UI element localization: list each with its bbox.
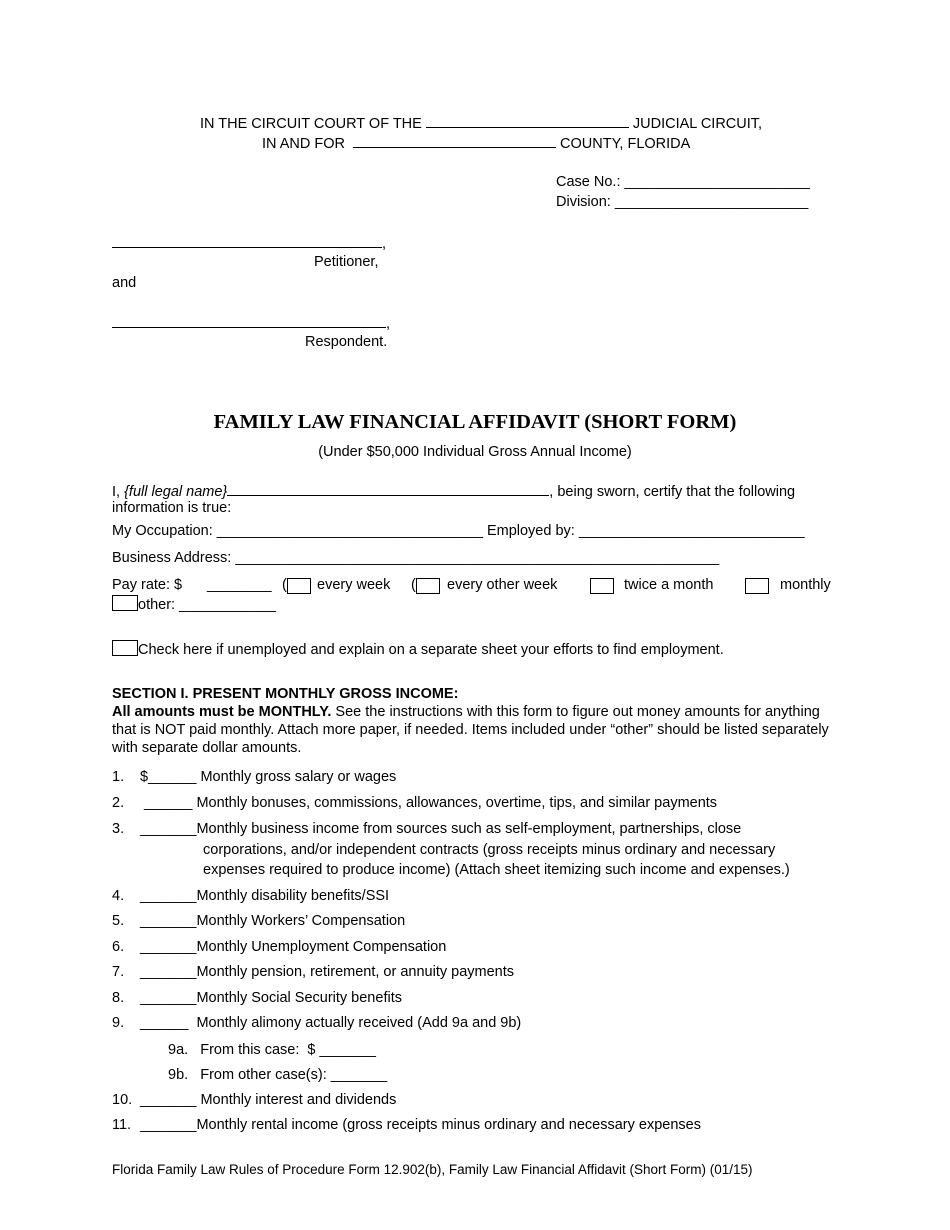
petitioner-comma: , bbox=[382, 236, 387, 252]
every-week-label: every week bbox=[317, 577, 391, 593]
county-prefix: IN AND FOR bbox=[262, 136, 345, 152]
sworn-prefix: I, bbox=[112, 484, 125, 500]
occupation-blank[interactable]: _________________________________ bbox=[216, 523, 483, 539]
intro-bold: All amounts must be MONTHLY. bbox=[112, 704, 332, 720]
item-label: Monthly pension, retirement, or annuity payments bbox=[196, 964, 515, 980]
petitioner-blank[interactable] bbox=[112, 233, 382, 248]
other-blank[interactable]: ____________ bbox=[179, 597, 276, 613]
income-item-4 bbox=[112, 887, 389, 905]
and-label: and bbox=[112, 275, 137, 291]
item-number: 3. bbox=[112, 821, 125, 837]
item-9b[interactable]: 9b. From other case(s): _______ bbox=[168, 1067, 388, 1083]
division-blank[interactable]: ________________________ bbox=[614, 194, 809, 210]
income-item-6 bbox=[112, 938, 446, 956]
county-blank[interactable] bbox=[353, 133, 556, 148]
item-amount-blank[interactable]: _______ bbox=[140, 1117, 197, 1133]
form-subtitle: (Under $50,000 Individual Gross Annual Income) bbox=[318, 444, 632, 460]
income-item-8 bbox=[112, 989, 402, 1007]
item-amount-blank[interactable]: ______ bbox=[140, 1015, 189, 1031]
case-no-label: Case No.: bbox=[556, 174, 621, 190]
business-address-line bbox=[112, 549, 719, 567]
item-amount-blank[interactable]: _______ bbox=[140, 913, 197, 929]
item-label: Monthly bonuses, commissions, allowances, overtime, tips, and similar payments bbox=[192, 795, 718, 811]
other-pay-line bbox=[112, 595, 276, 614]
income-item-9 bbox=[112, 1014, 521, 1032]
every-other-week-label: every other week bbox=[447, 577, 558, 593]
item-label: Monthly Workers’ Compensation bbox=[196, 913, 406, 929]
item3-continuation-2: expenses required to produce income) (Attach sheet itemizing such income and expenses.) bbox=[203, 862, 790, 878]
item-amount-blank[interactable]: _______ bbox=[140, 990, 197, 1006]
circuit-blank[interactable] bbox=[426, 113, 629, 128]
item-label: Monthly gross salary or wages bbox=[196, 769, 397, 785]
item-number: 6. bbox=[112, 939, 125, 955]
sworn-suffix: , being sworn, certify that the following bbox=[549, 484, 796, 500]
item-number: 5. bbox=[112, 913, 125, 929]
business-address-blank[interactable]: ____________________________________________________________ bbox=[235, 550, 720, 566]
income-item-5 bbox=[112, 912, 405, 930]
other-label: other: bbox=[138, 597, 176, 613]
item-label: Monthly Unemployment Compensation bbox=[196, 939, 447, 955]
every-other-week-checkbox[interactable] bbox=[416, 578, 440, 597]
business-address-label: Business Address: bbox=[112, 550, 232, 566]
occupation-label: My Occupation: bbox=[112, 523, 213, 539]
item-number: 8. bbox=[112, 990, 125, 1006]
item-amount-blank[interactable]: _______ bbox=[140, 964, 197, 980]
income-item-1 bbox=[112, 768, 396, 786]
item-label: Monthly disability benefits/SSI bbox=[196, 888, 390, 904]
item-amount-blank[interactable]: _______ bbox=[140, 939, 197, 955]
unemployed-line bbox=[112, 640, 724, 659]
full-legal-name-hint: {full legal name} bbox=[124, 484, 228, 500]
paren-open-2: ( bbox=[411, 577, 416, 593]
employer-label: Employed by: bbox=[486, 523, 575, 539]
unemployed-text: Check here if unemployed and explain on a separate sheet your efforts to find employment. bbox=[138, 642, 724, 658]
court-circuit-line bbox=[200, 113, 762, 133]
case-no-blank[interactable]: _______________________ bbox=[624, 174, 810, 190]
item-label: Monthly alimony actually received (Add 9a and 9b) bbox=[188, 1015, 522, 1031]
item-amount-blank[interactable]: _______ bbox=[140, 1092, 197, 1108]
paren-open: ( bbox=[282, 577, 287, 593]
item-amount-blank[interactable]: ______ bbox=[140, 795, 193, 811]
item-number: 9. bbox=[112, 1015, 125, 1031]
item-9a[interactable]: 9a. From this case: $ _______ bbox=[168, 1042, 376, 1058]
respondent-comma: , bbox=[386, 316, 391, 332]
income-item-2 bbox=[112, 794, 717, 812]
county-suffix: COUNTY, FLORIDA bbox=[560, 136, 691, 152]
income-item-7 bbox=[112, 963, 514, 981]
item-number: 11. bbox=[112, 1117, 132, 1133]
division-line bbox=[556, 193, 808, 211]
employer-blank[interactable]: ____________________________ bbox=[578, 523, 805, 539]
income-item-3 bbox=[112, 820, 741, 838]
item-label: Monthly Social Security benefits bbox=[196, 990, 402, 1006]
item3-continuation-1: corporations, and/or independent contracts (gross receipts minus ordinary and necessary bbox=[203, 842, 776, 858]
item-number: 7. bbox=[112, 964, 125, 980]
case-number-line bbox=[556, 173, 810, 191]
twice-month-checkbox[interactable] bbox=[590, 578, 614, 597]
section1-intro bbox=[112, 703, 840, 757]
item-number: 2. bbox=[112, 795, 125, 811]
twice-month-label: twice a month bbox=[624, 577, 714, 593]
unemployed-checkbox[interactable] bbox=[112, 640, 138, 656]
circuit-prefix: IN THE CIRCUIT COURT OF THE bbox=[200, 116, 422, 132]
form-footer: Florida Family Law Rules of Procedure Form 12.902(b), Family Law Financial Affidavit (Short Form) (01/15) bbox=[112, 1162, 753, 1177]
respondent-name-line bbox=[112, 313, 390, 333]
other-checkbox[interactable] bbox=[112, 595, 138, 611]
section1-heading: SECTION I. PRESENT MONTHLY GROSS INCOME: bbox=[112, 686, 459, 702]
court-county-line bbox=[262, 133, 690, 153]
income-item-11 bbox=[112, 1116, 701, 1134]
pay-rate-label: Pay rate: $ bbox=[112, 577, 183, 593]
item-amount-blank[interactable]: _______ bbox=[140, 821, 197, 837]
monthly-label: monthly bbox=[780, 577, 831, 593]
respondent-blank[interactable] bbox=[112, 313, 386, 328]
circuit-suffix: JUDICIAL CIRCUIT, bbox=[632, 116, 763, 132]
pay-rate-blank[interactable]: ________ bbox=[207, 577, 272, 593]
income-item-10 bbox=[112, 1091, 396, 1109]
item-amount-blank[interactable]: _______ bbox=[140, 888, 197, 904]
occupation-line bbox=[112, 522, 805, 540]
division-label: Division: bbox=[556, 194, 611, 210]
monthly-checkbox[interactable] bbox=[745, 578, 769, 597]
petitioner-name-line bbox=[112, 233, 386, 253]
sworn-line2: information is true: bbox=[112, 500, 232, 516]
item-label: Monthly rental income (gross receipts minus ordinary and necessary expenses bbox=[196, 1117, 701, 1133]
intro-rest: See the instructions with this form to figure out money amounts for anything that is NOT paid monthly. Attach more paper, if needed. Items included under “other” should be listed separately with separate dollar amounts. bbox=[112, 704, 829, 757]
full-legal-name-blank[interactable] bbox=[227, 481, 549, 496]
item-label: Monthly interest and dividends bbox=[196, 1092, 397, 1108]
item-label: Monthly business income from sources such as self-employment, partnerships, close bbox=[196, 821, 742, 837]
item-number: 10. bbox=[112, 1092, 133, 1108]
form-title: FAMILY LAW FINANCIAL AFFIDAVIT (SHORT FORM) bbox=[213, 411, 737, 433]
item-number: 4. bbox=[112, 888, 125, 904]
item-number: 1. bbox=[112, 769, 125, 785]
item-amount-blank[interactable]: $______ bbox=[140, 769, 197, 785]
petitioner-label: Petitioner, bbox=[314, 254, 379, 270]
respondent-label: Respondent. bbox=[305, 334, 388, 350]
every-week-checkbox[interactable] bbox=[287, 578, 311, 597]
